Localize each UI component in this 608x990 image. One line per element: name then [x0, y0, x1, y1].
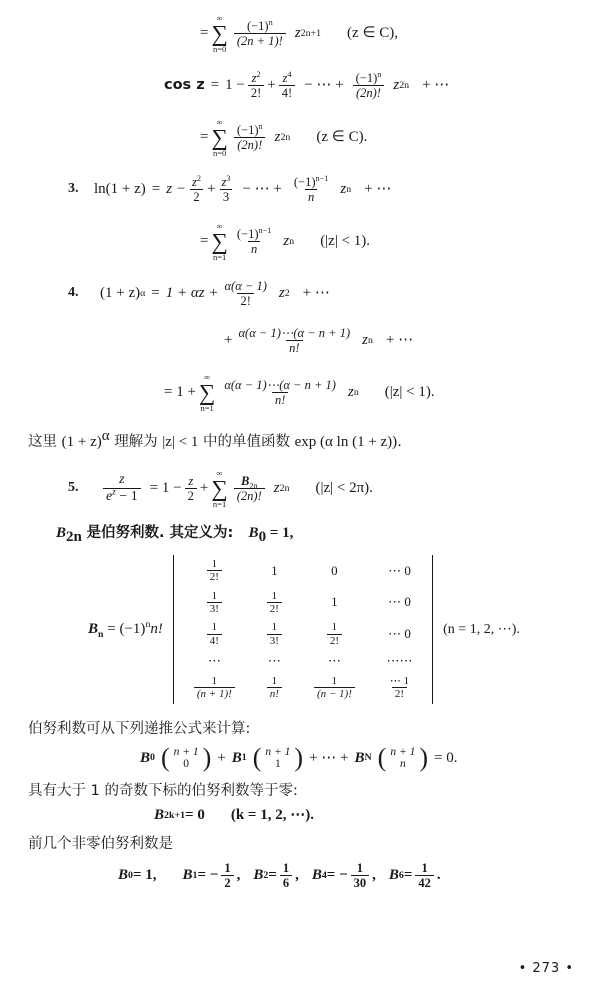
- bernoulli-determinant: [28, 555, 578, 704]
- numerator-exponent: n: [268, 17, 273, 27]
- note2-def-sub: 0: [258, 528, 267, 545]
- equation-recurrence: B 0 ( n + 1 0 ) + B 1 ( n + 1 1 ) + ⋯ + B N ( n + 1 n ) = 0.: [140, 742, 458, 772]
- fraction-denominator: 2!: [392, 687, 407, 700]
- note-single-valued-function: [28, 430, 578, 451]
- sigma-glyph: ∑: [211, 228, 228, 254]
- sum-lower-limit: n=0: [213, 43, 227, 54]
- value-end: ,: [236, 866, 241, 883]
- bernoulli-values-list: [28, 861, 578, 890]
- fraction-denominator: 2!: [267, 602, 282, 615]
- ln-lhs: ln(1 + z): [94, 180, 146, 197]
- fraction-denominator: 3!: [207, 602, 222, 615]
- note-bernoulli-definition: [28, 521, 578, 545]
- cos-label: cos z: [164, 76, 205, 93]
- fraction-denominator: n!: [267, 687, 282, 700]
- recur-b1: B: [231, 749, 242, 766]
- matrix-cell: 0: [331, 562, 338, 578]
- fraction-numerator: z: [188, 474, 194, 488]
- fraction-numerator: [249, 71, 264, 85]
- determinant-bars: [169, 555, 437, 704]
- cos-plus-1: +: [267, 76, 276, 93]
- summation-symbol: [211, 469, 227, 508]
- equation-binomial-sigma: = 1 + ∞ ∑ n=1 $\frac{\alpha(\alpha - 1)\cdots(\alpha - n + 1)}{n!}$ z n (|z| < 1).: [164, 372, 435, 413]
- binom-line2-ellipsis: + ⋯: [385, 331, 414, 348]
- fraction-numerator: 1: [224, 861, 231, 875]
- fraction-denominator: 2: [185, 488, 197, 503]
- binomial-coefficient-3: ( n + 1 n ): [377, 742, 429, 772]
- summation-symbol: [211, 222, 227, 261]
- fraction-denominator: 30: [351, 875, 370, 890]
- determinant-bar-right: [432, 555, 433, 704]
- fraction-numerator: 1: [211, 674, 218, 687]
- ln-variable: z: [340, 180, 347, 197]
- ln-sigma-equals: =: [200, 232, 209, 249]
- eq1-equals: =: [200, 24, 209, 41]
- fraction-denominator: (2n)!: [234, 137, 265, 152]
- fraction: [314, 675, 355, 701]
- oddzero-symbol: B: [154, 807, 165, 824]
- note3-text: 伯努利数可从下列递推公式来计算:: [28, 720, 251, 737]
- numerator-text: (−1): [246, 19, 269, 33]
- determinant-lhs-symbol: B: [88, 620, 99, 637]
- summation-symbol: [199, 373, 215, 412]
- sum-lower-limit: n=1: [212, 498, 227, 509]
- coef-bottom: 0: [183, 758, 189, 771]
- note2-def-symbol: B: [248, 525, 259, 541]
- fraction-denominator: (2n + 1)!: [234, 33, 286, 48]
- oddzero-equals: = 0: [185, 807, 205, 824]
- bernoulli-value-item: B 2 = $\frac{1}{6}$ ,: [253, 861, 299, 890]
- numerator-text: z: [282, 71, 288, 85]
- denominator-rest: − 1: [115, 489, 138, 504]
- value-equals: = −: [326, 866, 348, 883]
- numerator-exponent: 4: [287, 69, 292, 79]
- matrix-row: [178, 618, 428, 650]
- fraction-denominator: (n − 1)!: [314, 687, 355, 700]
- fraction: [207, 558, 222, 584]
- fraction: [234, 123, 266, 152]
- fraction-numerator: 1: [331, 674, 338, 687]
- numerator-text: B: [240, 474, 250, 488]
- determinant-matrix: [178, 555, 428, 704]
- gen-variable: z: [273, 479, 280, 496]
- matrix-cell: [251, 618, 298, 650]
- binomial-coefficient-2: ( n + 1 1 ): [252, 742, 304, 772]
- matrix-cell: ⋯: [207, 652, 221, 668]
- sum-lower-limit: n=1: [200, 402, 214, 413]
- numerator-exponent: 2: [196, 173, 201, 183]
- fraction: [353, 71, 385, 100]
- matrix-cell: [178, 555, 251, 587]
- note2-symbol-sub: 2n: [66, 528, 82, 545]
- fraction-numerator: 1: [282, 861, 290, 875]
- coef-top: n + 1: [265, 745, 291, 758]
- fraction-numerator: [189, 175, 204, 189]
- determinant-lhs-tail: n!: [150, 620, 163, 637]
- fraction: [351, 861, 370, 890]
- numerator-text: z: [251, 71, 257, 85]
- cos-ellipsis: − ⋯ +: [304, 76, 344, 93]
- sum-upper-limit: ∞: [204, 372, 211, 382]
- eq3-condition: (z ∈ C).: [316, 128, 368, 145]
- fraction-numerator: 1: [211, 589, 218, 602]
- numerator-exponent: n: [258, 121, 263, 131]
- matrix-cell: ⋯: [267, 652, 281, 668]
- value-symbol: B: [118, 866, 129, 883]
- fraction-numerator: [234, 227, 275, 241]
- numerator-text: z: [221, 175, 227, 189]
- fraction-numerator: 1: [356, 861, 364, 875]
- fraction-numerator: [238, 474, 261, 491]
- binom-term-var: z: [278, 284, 285, 301]
- eq3-equals: =: [200, 128, 209, 145]
- note1-math-1-exp: α: [101, 428, 110, 445]
- coef-top: n + 1: [173, 745, 199, 758]
- gen-condition: (|z| < 2π).: [315, 479, 373, 496]
- ln-ellipsis: − ⋯ +: [242, 180, 282, 197]
- fraction-numerator: [218, 175, 233, 189]
- matrix-cell: 1: [331, 594, 338, 610]
- binom-condition: (|z| < 1).: [384, 383, 435, 400]
- note2-text: 是伯努利数. 其定义为:: [86, 525, 234, 541]
- fraction-numerator: 1: [271, 674, 278, 687]
- recur-plus-1: +: [217, 749, 226, 766]
- equation-sin-series-sigma: = ∞ ∑ n=0 $\frac{(-1)^n}{(2n + 1)!}$ z 2n+1 (z ∈ C),: [200, 13, 399, 54]
- page-number: • 273 •: [518, 961, 574, 976]
- determinant-bar-left: [173, 555, 174, 704]
- fraction-numerator: ⋯ 1: [389, 674, 410, 687]
- note1-math-2: |z| < 1: [162, 434, 199, 450]
- fraction-denominator: 3: [220, 189, 232, 204]
- binom-general-var: z: [362, 331, 368, 348]
- note1-math-1: (1 + z): [61, 434, 102, 450]
- fraction-denominator: 2: [190, 189, 202, 204]
- fraction-denominator: 2: [221, 875, 233, 890]
- fraction: [207, 621, 222, 647]
- matrix-cell: ⋯ 0: [388, 594, 411, 610]
- value-equals: =: [403, 866, 413, 883]
- fraction-denominator: 42: [415, 875, 434, 890]
- matrix-cell: [298, 618, 371, 650]
- ln-condition: (|z| < 1).: [320, 232, 371, 249]
- fraction: [291, 175, 332, 204]
- fraction-numerator: 1: [211, 621, 218, 634]
- equation-odd-bernoulli-zero: B 2k+1 = 0 (k = 1, 2, ⋯).: [154, 807, 314, 824]
- fraction-denominator: 6: [280, 875, 292, 890]
- fraction-numerator: z: [119, 472, 125, 488]
- fraction-denominator: n!: [272, 392, 288, 407]
- fraction-denominator: n: [305, 189, 317, 204]
- equation-cos-series-sigma: = ∞ ∑ n=0 $\frac{(-1)^n}{(2n)!}$ z 2n (z ∈ C).: [200, 117, 368, 158]
- sigma-glyph: ∑: [211, 20, 228, 46]
- numerator-exponent: 2: [256, 69, 261, 79]
- bernoulli-value-item: B 1 = − $\frac{1}{2}$ ,: [182, 861, 241, 890]
- sum-upper-limit: ∞: [216, 221, 223, 231]
- numerator-text: (−1): [236, 123, 259, 137]
- determinant-lhs-rest: = (−1): [103, 620, 146, 637]
- summation-symbol: [211, 118, 227, 157]
- fraction: [279, 71, 295, 100]
- numerator-text: (−1): [236, 227, 259, 241]
- eq1-condition: (z ∈ C),: [347, 24, 399, 41]
- value-symbol: B: [311, 866, 322, 883]
- matrix-cell: ⋯⋯: [386, 652, 413, 668]
- fraction-numerator: [279, 71, 294, 85]
- numerator-exponent: n: [377, 69, 382, 79]
- fraction: [267, 621, 282, 647]
- numerator-exponent: 3: [226, 173, 231, 183]
- fraction-numerator: α(α − 1): [224, 279, 267, 293]
- note1-prefix: 这里: [28, 434, 57, 450]
- equation-binomial-series: 4. (1 + z) α = 1 + αz + $\frac{\alpha(\alpha - 1)}{2!}$ z 2 + ⋯: [68, 279, 330, 308]
- fraction: [235, 326, 353, 355]
- fraction-numerator: [234, 123, 266, 137]
- cos-first-term: 1 −: [225, 76, 245, 93]
- numerator-exponent: n−1: [315, 173, 329, 183]
- gen-plus: +: [199, 479, 209, 496]
- value-equals: =: [268, 866, 277, 883]
- fraction: [267, 675, 282, 701]
- fraction: [221, 378, 339, 407]
- sum-upper-limit: ∞: [216, 468, 223, 478]
- note4-text: 具有大于 1 的奇数下标的伯努利数等于零:: [28, 783, 298, 800]
- determinant-lhs: [88, 618, 163, 640]
- denominator-exponent: z: [112, 486, 116, 497]
- matrix-cell: [298, 672, 371, 704]
- fraction-denominator: (2n)!: [234, 488, 265, 503]
- fraction-denominator: (n + 1)!: [194, 687, 235, 700]
- note-first-nonzero-values: [28, 832, 578, 853]
- matrix-cell: [251, 672, 298, 704]
- fraction-denominator: 2!: [237, 293, 253, 308]
- fraction-numerator: [244, 19, 276, 33]
- matrix-cell: [251, 587, 298, 619]
- coef-top: n + 1: [390, 745, 416, 758]
- fraction-denominator: 3!: [267, 634, 282, 647]
- coef-stack: [171, 746, 202, 772]
- cos-variable: z: [393, 76, 400, 93]
- fraction-numerator: [291, 175, 332, 189]
- matrix-row: [178, 555, 428, 587]
- fraction: [234, 474, 265, 503]
- numerator-exponent: n−1: [258, 225, 272, 235]
- fraction: [234, 227, 275, 256]
- note2-symbol: B: [56, 525, 67, 541]
- ln-tail-ellipsis: + ⋯: [364, 180, 392, 197]
- equation-bernoulli-generating: 5. $\frac{z}{e^z - 1}$ = 1 − $\frac{z}{2}$ + ∞ ∑ n=1 $\frac{B_{2n}}{(2n)!}$ z 2n (|z| < 2π).: [68, 468, 373, 509]
- matrix-cell: ⋯: [327, 652, 341, 668]
- note5-text: 前几个非零伯努利数是: [28, 836, 173, 852]
- sum-lower-limit: n=1: [213, 251, 227, 262]
- determinant-lhs-sub: n: [98, 628, 104, 640]
- sum-upper-limit: ∞: [216, 13, 223, 23]
- matrix-cell: [371, 672, 428, 704]
- fraction: [218, 175, 233, 204]
- eq1-variable: z: [294, 24, 301, 41]
- note1-mid-2: 中的单值函数: [203, 434, 291, 450]
- equation-ln-series-sigma: = ∞ ∑ n=1 $\frac{(-1)^{n-1}}{n}$ z n (|z| < 1).: [200, 221, 371, 262]
- binom-sigma-var: z: [347, 383, 354, 400]
- matrix-row: [178, 650, 428, 672]
- equation-binomial-general-term: + $\frac{\alpha(\alpha - 1)\cdots(\alpha - n + 1)}{n!}$ z n + ⋯: [224, 326, 414, 355]
- coef-stack: [387, 746, 418, 772]
- ln-first-term: z −: [166, 180, 186, 197]
- matrix-cell: [178, 672, 251, 704]
- matrix-cell: ⋯ 0: [388, 626, 411, 642]
- binom-sigma-equals: = 1 +: [164, 383, 196, 400]
- fraction: [280, 861, 292, 890]
- bernoulli-value-item: B 0 = 1,: [118, 866, 157, 883]
- recur-equals-zero: = 0.: [434, 749, 458, 766]
- value-equals: = −: [197, 866, 219, 883]
- matrix-cell: 1: [271, 562, 278, 578]
- binom-first-terms: 1 + αz +: [165, 284, 219, 301]
- coef-bottom: 1: [275, 758, 281, 771]
- fraction-numerator: α(α − 1)⋯(α − n + 1): [224, 378, 336, 392]
- binomial-coefficient-1: ( n + 1 0 ): [160, 742, 212, 772]
- fraction-denominator: n!: [286, 340, 302, 355]
- matrix-cell: ⋯ 0: [388, 562, 411, 578]
- note1-math-3: exp (α ln (1 + z)): [294, 434, 398, 450]
- coef-bottom: n: [399, 758, 406, 771]
- binom-line2-plus: +: [224, 331, 233, 348]
- fraction: [221, 861, 233, 890]
- oddzero-condition: (k = 1, 2, ⋯).: [230, 807, 314, 824]
- sigma-glyph: ∑: [211, 124, 228, 150]
- fraction-denominator: 2!: [207, 570, 222, 583]
- bernoulli-value-item: B 6 = $\frac{1}{42}$ .: [388, 861, 441, 890]
- recur-ellipsis: + ⋯ +: [309, 749, 349, 766]
- note-odd-index-zero: [28, 779, 578, 800]
- fraction: [267, 590, 282, 616]
- fraction: [387, 675, 412, 701]
- fraction: [189, 175, 204, 204]
- matrix-row: [178, 587, 428, 619]
- fraction: [207, 590, 222, 616]
- fraction: [185, 474, 197, 503]
- binom-equals: =: [151, 284, 160, 301]
- fraction-numerator: 1: [421, 861, 428, 875]
- fraction-denominator: 2!: [248, 85, 264, 100]
- fraction: [234, 19, 286, 48]
- value-end: .: [436, 866, 441, 883]
- item-number-4: 4.: [68, 285, 79, 301]
- recur-bn: B: [354, 749, 365, 766]
- sum-lower-limit: n=0: [213, 147, 227, 158]
- matrix-row: [178, 672, 428, 704]
- fraction: [221, 279, 269, 308]
- fraction-denominator: 4!: [207, 634, 222, 647]
- numerator-subscript: 2n: [249, 481, 258, 491]
- value-symbol: B: [388, 866, 399, 883]
- coef-stack: [262, 746, 293, 772]
- determinant-lhs-exp: n: [145, 618, 151, 630]
- ln-sigma-variable: z: [283, 232, 290, 249]
- bernoulli-value-item: B 4 = − $\frac{1}{30}$ ,: [311, 861, 376, 890]
- fraction-numerator: 1: [271, 589, 278, 602]
- fraction-denominator: 2!: [327, 634, 342, 647]
- gen-equals: = 1 −: [149, 479, 182, 496]
- fraction-denominator: [103, 488, 141, 505]
- note1-suffix: .: [397, 434, 402, 450]
- fraction-numerator: 1: [211, 558, 218, 570]
- fraction: [248, 71, 264, 100]
- item-number-3: 3.: [68, 181, 79, 197]
- note2-def-value: = 1,: [266, 525, 294, 541]
- cos-tail-ellipsis: + ⋯: [422, 76, 450, 93]
- fraction-numerator: α(α − 1)⋯(α − n + 1): [238, 326, 351, 340]
- matrix-cell: [178, 618, 251, 650]
- matrix-cell: [178, 587, 251, 619]
- value-equals: = 1,: [132, 866, 157, 883]
- numerator-text: z: [191, 175, 197, 189]
- note-recurrence-intro: [28, 717, 578, 738]
- sigma-glyph: ∑: [211, 475, 228, 501]
- fraction-numerator: 1: [271, 621, 278, 634]
- fraction: [103, 472, 141, 504]
- value-symbol: B: [182, 866, 193, 883]
- numerator-text: (−1): [355, 71, 378, 85]
- fraction-numerator: 1: [331, 621, 338, 634]
- equation-cos-series: cos z = 1 − $\frac{z^2}{2!}$ + $\frac{z^4}{4!}$ − ⋯ + $\frac{(-1)^n}{(2n)!}$ z 2n + ⋯: [164, 69, 450, 100]
- numerator-text: (−1): [293, 175, 316, 189]
- cos-equals: =: [210, 76, 220, 93]
- value-symbol: B: [253, 866, 264, 883]
- value-end: ,: [295, 866, 299, 883]
- fraction: [194, 675, 235, 701]
- fraction-denominator: (2n)!: [353, 85, 384, 100]
- fraction: [327, 621, 342, 647]
- ln-plus-1: +: [206, 180, 216, 197]
- denominator-base: e: [106, 489, 113, 504]
- fraction: [415, 861, 434, 890]
- binom-ellipsis: + ⋯: [302, 284, 330, 301]
- summation-symbol: [211, 14, 227, 53]
- value-end: ,: [372, 866, 376, 883]
- sigma-glyph: ∑: [198, 379, 216, 405]
- fraction-denominator: n: [248, 241, 260, 256]
- sum-upper-limit: ∞: [216, 117, 223, 127]
- equation-ln-series: 3. ln(1 + z) = z − $\frac{z^2}{2}$ + $\frac{z^3}{3}$ − ⋯ + $\frac{(-1)^{n-1}}{n}$ z n + ⋯: [68, 173, 392, 204]
- recur-b0: B: [140, 749, 151, 766]
- fraction-denominator: 4!: [279, 85, 295, 100]
- fraction-numerator: [353, 71, 385, 85]
- ln-equals: =: [151, 180, 161, 197]
- binom-lhs: (1 + z): [100, 284, 141, 301]
- eq3-variable: z: [274, 128, 281, 145]
- item-number-5: 5.: [68, 480, 79, 496]
- note1-mid: 理解为: [114, 434, 158, 450]
- determinant-suffix: (n = 1, 2, ⋯).: [443, 621, 520, 637]
